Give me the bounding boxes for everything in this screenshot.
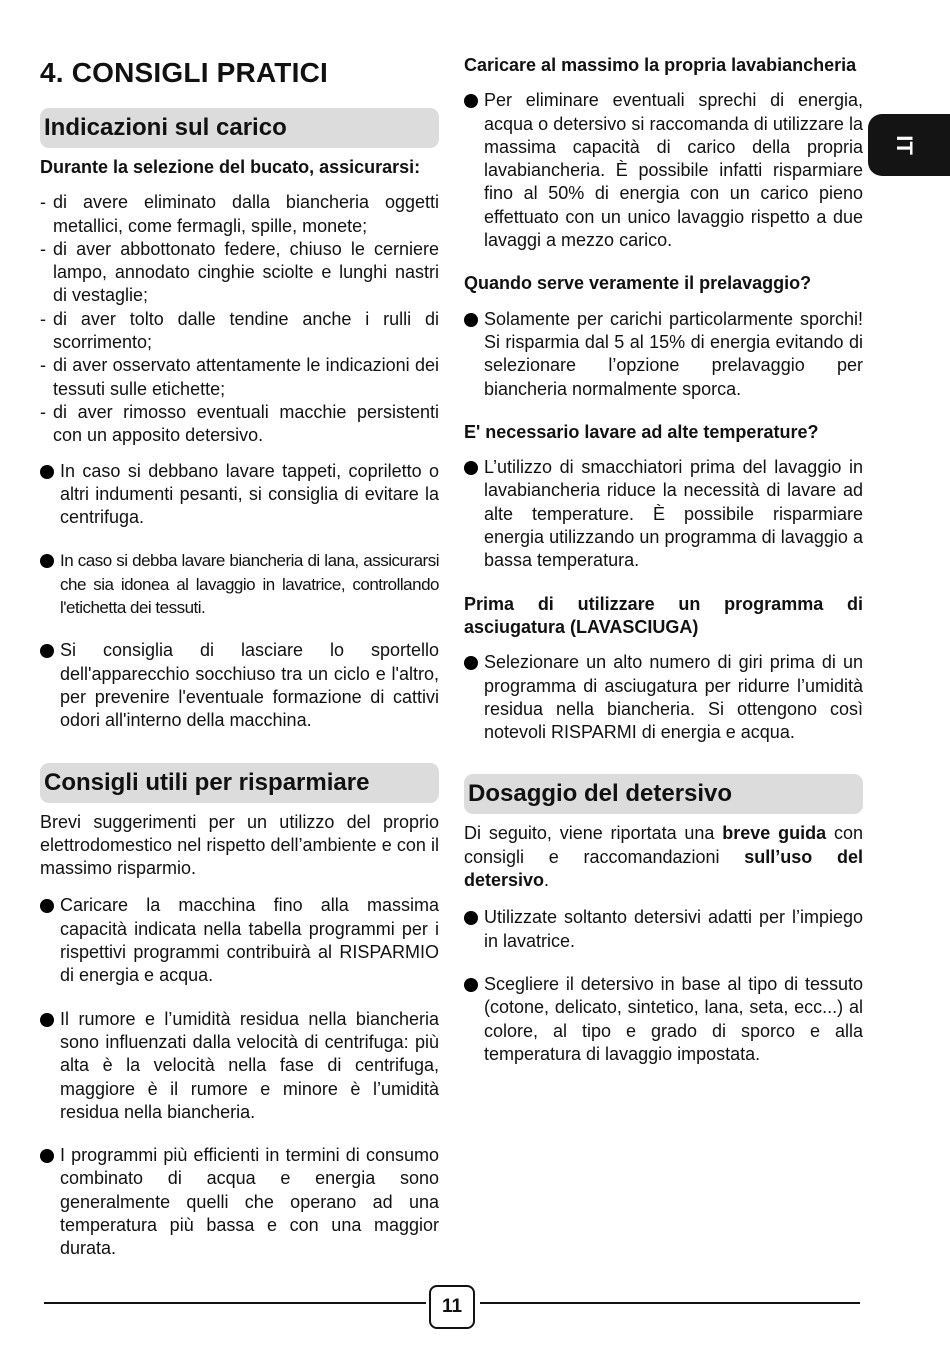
bullet-dot-icon <box>464 461 478 475</box>
page-title: 4. CONSIGLI PRATICI <box>40 57 328 88</box>
bullet-dot-icon <box>40 899 54 913</box>
bullet-text: Caricare la macchina fino alla massima capacità indicata nella tabella programmi per i rispettivi programmi contribuirà al RISPARMIO di energia e acqua. <box>60 895 439 986</box>
bullet-item <box>40 460 439 530</box>
bullet-dot-icon <box>40 1013 54 1027</box>
bullet-text: Per eliminare eventuali sprechi di energia, acqua o detersivo si raccomanda di utilizzare la massima capacità di carico della propria lavabiancheria. È possibile infatti risparmiare fino al 50% di energia con un carico pieno effettuato con un unico lavaggio rispetto a due lavaggi a mezzo carico. <box>484 90 863 251</box>
list-item: - di aver osservato attentamente le indicazioni dei tessuti sulle etichette; <box>40 354 439 401</box>
bullet-dot-icon <box>464 656 478 670</box>
bullet-item <box>464 456 863 572</box>
bullet-text: In caso si debba lavare biancheria di lana, assicurarsi che sia idonea al lavaggio in lavatrice, controllando l'etichetta dei tessuti. <box>60 551 439 618</box>
list-item: - di aver tolto dalle tendine anche i rulli di scorrimento; <box>40 308 439 355</box>
saving-intro: Brevi suggerimenti per un utilizzo del proprio elettrodomestico nel rispetto dell’ambiente e con il massimo risparmio. <box>40 811 439 879</box>
right-column <box>464 54 863 1086</box>
bullet-text: Solamente per carichi particolarmente sporchi! Si risparmia dal 5 al 15% di energia evitando di selezionare l’opzione prelavaggio per biancheria normalmente sporca. <box>484 308 863 399</box>
drying-title: Prima di utilizzare un programma di asciugatura (LAVASCIUGA) <box>464 593 863 637</box>
load-checklist <box>40 191 439 447</box>
bullet-dot-icon <box>464 94 478 108</box>
detergent-intro-text: con consigli e raccomandazioni <box>464 823 863 867</box>
section-heading-load: Indicazioni sul carico <box>40 108 439 148</box>
page-number: 11 <box>429 1285 475 1329</box>
detergent-intro-emphasis: breve guida <box>722 823 827 844</box>
bullet-item <box>40 1008 439 1124</box>
bullet-text: L’utilizzo di smacchiatori prima del lavaggio in lavabiancheria riduce la necessità di lavare ad alte temperature. È possibile risparmiare energia utilizzando un programma di lavaggio a bassa temperatura. <box>484 457 863 571</box>
list-item: - di aver abbottonato federe, chiuso le cerniere lampo, annodato cinghie sciolte e lunghi nastri di vestaglie; <box>40 238 439 308</box>
bullet-dot-icon <box>464 978 478 992</box>
bullet-item <box>464 973 863 1066</box>
section-heading-saving: Consigli utili per risparmiare <box>40 763 439 803</box>
bullet-dot-icon <box>40 465 54 479</box>
load-intro: Durante la selezione del bucato, assicurarsi: <box>40 157 421 177</box>
bullet-dot-icon <box>464 911 478 925</box>
bullet-dot-icon <box>464 313 478 327</box>
bullet-item <box>40 1144 439 1260</box>
detergent-intro-text: . <box>544 870 550 891</box>
detergent-intro-text: Di seguito, viene riportata una <box>464 823 723 844</box>
language-tab <box>868 114 950 176</box>
bullet-item <box>464 89 863 252</box>
footer-divider-left <box>44 1302 426 1304</box>
bullet-dot-icon <box>40 1149 54 1163</box>
bullet-item <box>464 906 863 953</box>
bullet-item <box>40 549 439 619</box>
max-load-title: Caricare al massimo la propria lavabiancheria <box>464 55 857 75</box>
bullet-text: Si consiglia di lasciare lo sportello dell'apparecchio socchiuso tra un ciclo e l'altro, per prevenire l'eventuale formazione di cattivi odori all'interno della macchina. <box>60 640 439 731</box>
bullet-item <box>40 639 439 732</box>
list-item: - di aver rimosso eventuali macchie persistenti con un apposito detersivo. <box>40 401 439 448</box>
high-temp-title: E' necessario lavare ad alte temperature? <box>464 421 819 442</box>
bullet-item <box>40 894 439 987</box>
detergent-intro-emphasis: sull’uso del detersivo <box>464 846 863 891</box>
bullet-text: Selezionare un alto numero di giri prima di un programma di asciugatura per ridurre l’umidità residua nella biancheria. Si ottengono così notevoli RISPARMI di energia e acqua. <box>484 652 863 743</box>
list-item: - di avere eliminato dalla biancheria oggetti metallici, come fermagli, spille, monete; <box>40 191 439 238</box>
bullet-item <box>464 308 863 401</box>
bullet-text: Utilizzate soltanto detersivi adatti per l’impiego in lavatrice. <box>484 907 863 951</box>
footer-divider-right <box>480 1302 860 1304</box>
bullet-text: Il rumore e l’umidità residua nella biancheria sono influenzati dalla velocità di centrifuga: più alta è la velocità nella fase di centrifuga, maggiore è il rumore e minore è l’umidità residua nella biancheria. <box>60 1008 439 1122</box>
bullet-text: I programmi più efficienti in termini di consumo combinato di acqua e energia sono generalmente quelli che operano ad una temperatura più bassa e con una maggior durata. <box>60 1145 439 1259</box>
bullet-dot-icon <box>40 644 54 658</box>
detergent-intro <box>464 822 863 892</box>
section-heading-detergent: Dosaggio del detersivo <box>464 774 863 814</box>
bullet-text: Scegliere il detersivo in base al tipo di tessuto (cotone, delicato, sintetico, lana, seta, ecc...) al colore, al tipo e grado di sporco e alla temperatura di lavaggio impostata. <box>484 973 863 1064</box>
bullet-dot-icon <box>40 554 54 568</box>
bullet-item <box>464 651 863 744</box>
left-column <box>40 54 439 1281</box>
language-tab-label: IT <box>892 135 917 155</box>
bullet-text: In caso si debbano lavare tappeti, copriletto o altri indumenti pesanti, si consiglia di evitare la centrifuga. <box>60 460 439 528</box>
prewash-title: Quando serve veramente il prelavaggio? <box>464 273 812 294</box>
